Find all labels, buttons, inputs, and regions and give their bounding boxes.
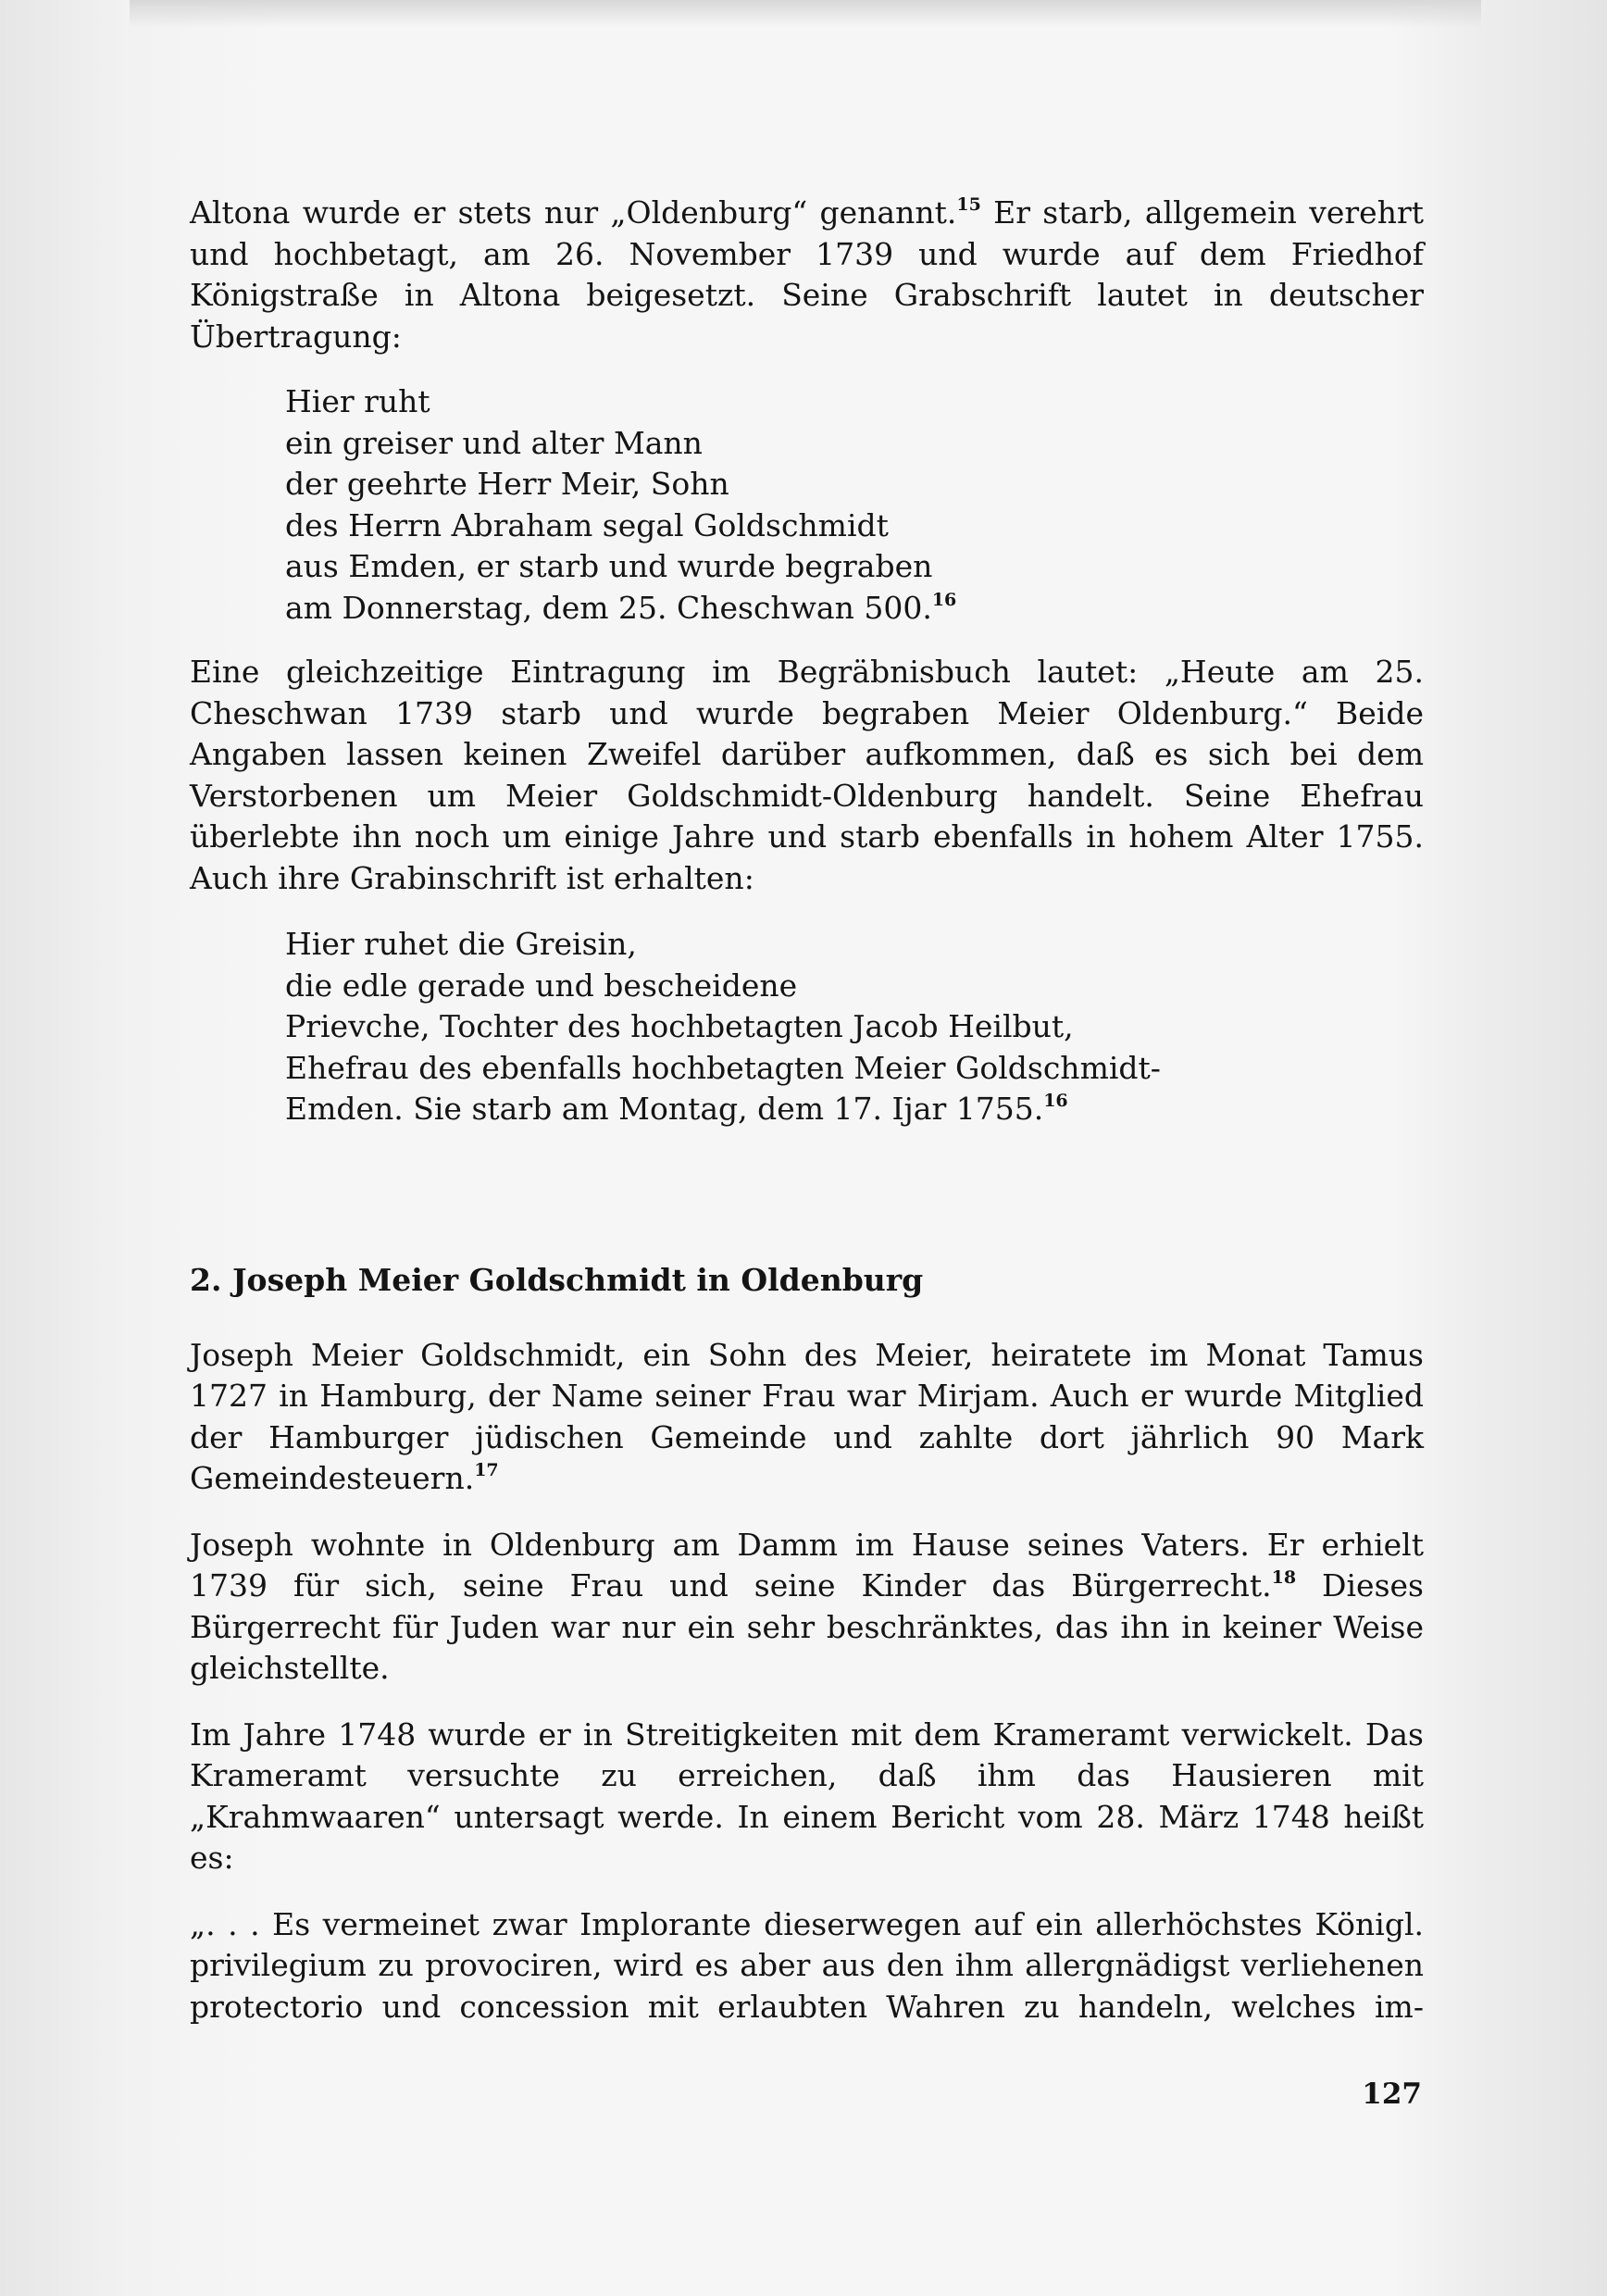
verse-line: des Herrn Abraham segal Goldschmidt xyxy=(285,506,889,543)
verse-line: aus Emden, er starb und wurde begraben xyxy=(285,548,933,584)
verse-line: Prievche, Tochter des hochbetagten Jacob Heilbut, xyxy=(285,1008,1074,1044)
footnote-ref: 18 xyxy=(1271,1567,1297,1588)
verse-line: Ehefrau des ebenfalls hochbetagten Meier Goldschmidt- xyxy=(285,1049,1161,1086)
paragraph-3: Joseph Meier Goldschmidt, ein Sohn des Meier, heiratete im Monat Tamus 1727 in Hamburg, der Name seiner Frau war Mirjam. Auch er wurde Mitglied der Hamburger jüdischen Gemeinde und zahlte dort jährlich 90 Mark Gemeindesteuern.$^{17}$ xyxy=(190,1336,1424,1496)
text-column xyxy=(190,193,1424,2028)
verse-line: ein greiser und alter Mann xyxy=(285,424,703,461)
verse-line: Emden. Sie starb am Montag, dem 17. Ijar 1755.16 xyxy=(285,1091,1068,1127)
scan-edge-shadow xyxy=(130,0,1481,28)
paragraph-6-quote: „. . . Es vermeinet zwar Implorante dieserwegen auf ein allerhöchstes Königl. privilegium zu provociren, wird es aber aus den ihm allergnädigst verliehenen protectorio und concession mit erlaubten Wahren zu handeln, welches im- xyxy=(190,1905,1424,2025)
section-heading: 2. Joseph Meier Goldschmidt in Oldenburg xyxy=(190,1261,924,1298)
epitaph-prievche xyxy=(190,924,1424,1130)
footnote-ref: 16 xyxy=(931,589,957,610)
verse-line: die edle gerade und bescheidene xyxy=(285,967,798,1004)
paragraph-1: Altona wurde er stets nur „Oldenburg“ genannt.$^{15}$ Er starb, allgemein verehrt und hochbetagt, am 26. November 1739 und wurde auf dem Friedhof Königstraße in Altona beigesetzt. Seine Grabschrift lautet in deutscher Übertragung: xyxy=(190,194,1424,355)
paragraph-4: Joseph wohnte in Oldenburg am Damm im Hause seines Vaters. Er erhielt 1739 für sich, seine Frau und seine Kinder das Bürgerrecht.$^{18}$ Dieses Bürgerrecht für Juden war nur ein sehr beschränktes, das ihn in keiner Weise gleichstellte. xyxy=(190,1526,1424,1686)
footnote-ref: 16 xyxy=(1043,1091,1068,1111)
verse-line: Hier ruht xyxy=(285,383,430,419)
verse-line: Hier ruhet die Greisin, xyxy=(285,926,637,962)
paragraph-2: Eine gleichzeitige Eintragung im Begräbnisbuch lautet: „Heute am 25. Cheschwan 1739 starb und wurde begraben Meier Oldenburg.“ Beide Angaben lassen keinen Zweifel darüber aufkommen, daß es sich bei dem Verstorbenen um Meier Goldschmidt-Oldenburg handelt. Seine Ehefrau überlebte ihn noch um einige Jahre und starb ebenfalls in hohem Alter 1755. Auch ihre Grabinschrift ist erhalten: xyxy=(190,654,1424,896)
verse-line: der geehrte Herr Meir, Sohn xyxy=(285,466,729,502)
footnote-ref: 15 xyxy=(956,194,981,215)
page-number: 127 xyxy=(1362,2078,1422,2111)
paragraph-5: Im Jahre 1748 wurde er in Streitigkeiten mit dem Krameramt verwickelt. Das Krameramt versuchte zu erreichen, daß ihm das Hausieren mit „Krahmwaaren“ untersagt werde. In einem Bericht vom 28. März 1748 heißt es: xyxy=(190,1716,1424,1876)
footnote-ref: 17 xyxy=(474,1460,499,1480)
epitaph-meir xyxy=(190,381,1424,629)
verse-line: am Donnerstag, dem 25. Cheschwan 500.16 xyxy=(285,589,957,626)
